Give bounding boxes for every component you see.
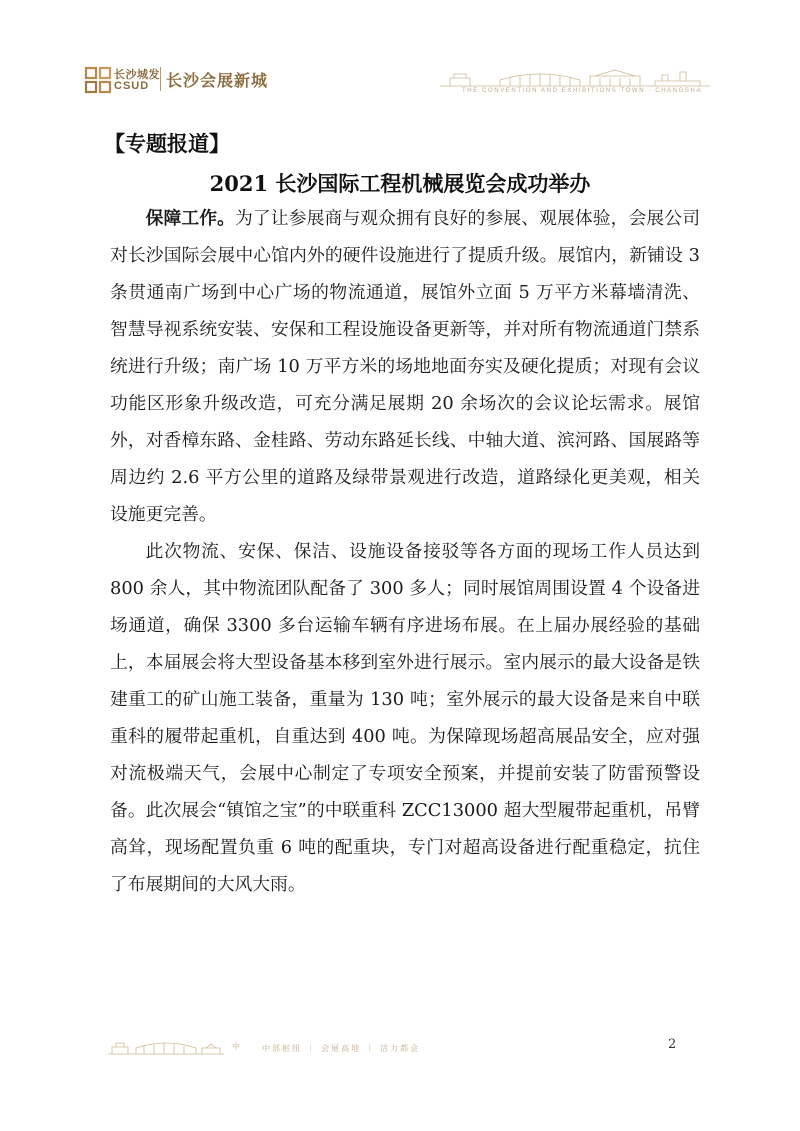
paragraph-lead-label: 保障工作。	[145, 208, 236, 229]
page-header	[0, 0, 800, 110]
csud-logo-icon	[84, 66, 112, 94]
footer-mark: 中	[232, 1042, 240, 1051]
logo-divider	[160, 67, 161, 91]
footer-slogan: 中部枢纽 ｜ 会展高地 ｜ 活力都会	[262, 1044, 421, 1053]
logo-text-en: CSUD	[114, 80, 150, 92]
page-title: 2021 长沙国际工程机械展览会成功举办	[209, 171, 591, 196]
page-number: 2	[668, 1037, 677, 1052]
paragraph-2: 此次物流、安保、保洁、设施设备接驳等各方面的现场工作人员达到 800 余人，其中物流团队配备了 300 多人；同时展馆周围设置 4 个设备进场通道，确保 3300 多台运输车辆有序进场布展。在上届办展经验的基础上，本届展会将大型设备基本移到室外进行展示。室内展示的最大设备是铁建重工的矿山施工装备，重量为 130 吨；室外展示的最大设备是来自中联重科的履带起重机，自重达到 400 吨。为保障现场超高展品安全，应对强对流极端天气，会展中心制定了专项安全预案，并提前安装了防雷预警设备。此次展会“镇馆之宝”的中联重科 ZCC13000 超大型履带起重机，吊臂高耸，现场配置负重 6 吨的配重块，专门对超高设备进行配重稳定，抗住了布展期间的大风大雨。	[110, 541, 700, 895]
article-body	[110, 200, 700, 903]
paragraph-1-text: 为了让参展商与观众拥有良好的参展、观展体验，会展公司对长沙国际会展中心馆内外的硬件设施进行了提质升级。展馆内，新铺设 3 条贯通南广场到中心广场的物流通道，展馆外立面 5 万平方米幕墙清洗、智慧导视系统安装、安保和工程设施设备更新等，并对所有物流通道门禁系统进行升级；南广场 10 万平方米的场地地面夯实及硬化提质；对现有会议功能区形象升级改造，可充分满足展期 20 余场次的会议论坛需求。展馆外，对香樟东路、金桂路、劳动东路延长线、中轴大道、滨河路、国展路等周边约 2.6 平方公里的道路及绿带景观进行改造，道路绿化更美观，相关设施更完善。	[110, 208, 700, 525]
skyline-illustration	[440, 66, 710, 88]
footer-skyline-illustration	[108, 1038, 224, 1056]
header-tagline: THE CONVENTION AND EXHIBITIONS TOWN · CHANGSHA	[462, 88, 703, 94]
section-tag: 【专题报道】	[104, 131, 230, 156]
logo-text-cn: 长沙城发	[114, 69, 160, 81]
brand-name: 长沙会展新城	[166, 71, 269, 90]
paragraph-1	[110, 200, 700, 533]
